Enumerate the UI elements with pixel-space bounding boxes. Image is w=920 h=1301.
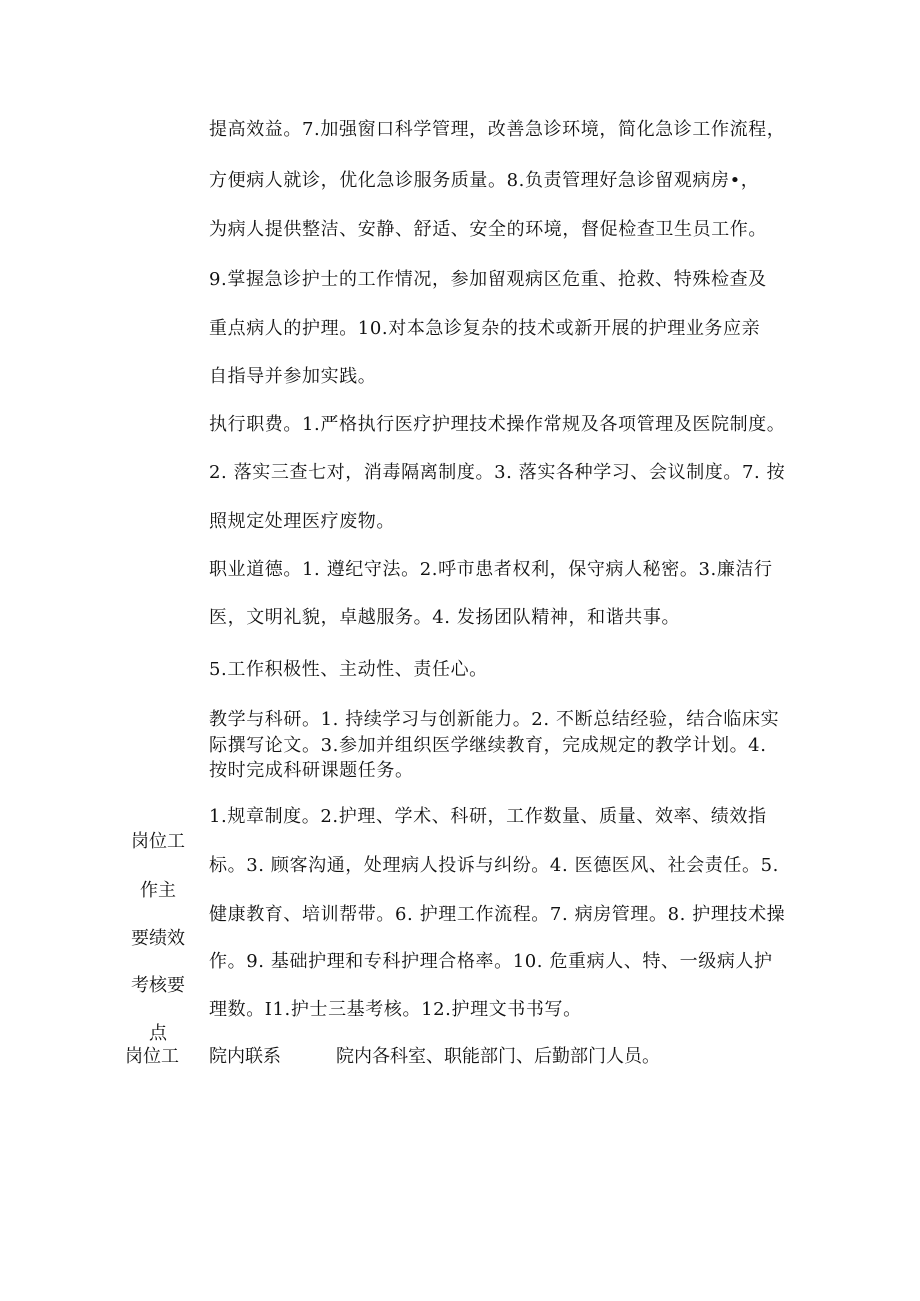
contact-sub-label: 院内联系 (209, 1046, 281, 1067)
text-line: 医，文明礼貌，卓越服务。4. 发扬团队精神，和谐共事。 (209, 607, 681, 628)
text-line: 重点病人的护理。10.对本急诊复杂的技术或新开展的护理业务应亲 (209, 318, 761, 339)
text-line: 标。3. 顾客沟通，处理病人投诉与纠纷。4. 医德医风、社会责任。5. (209, 855, 779, 876)
label-line: 考核要 (131, 975, 185, 996)
label-line: 岗位工 (131, 831, 185, 852)
text-line: 5.工作积极性、主动性、责任心。 (209, 659, 488, 680)
text-line: 作。9. 基础护理和专科护理合格率。10. 危重病人、特、一级病人护 (209, 951, 773, 972)
label-line: 作主 (140, 880, 176, 901)
text-line: 职业道德。1. 遵纪守法。2.呼市患者权利，保守病人秘密。3.廉洁行 (209, 559, 773, 580)
label-line: 点 (149, 1023, 167, 1044)
text-line: 照规定处理医疗废物。 (209, 511, 395, 532)
text-line: 9.掌握急诊护士的工作情况，参加留观病区危重、抢救、特殊检查及 (209, 269, 767, 290)
text-line: 为病人提供整洁、安静、舒适、安全的环境，督促检查卫生员工作。 (209, 219, 767, 240)
text-line: 按时完成科研课题任务。 (209, 760, 414, 781)
contact-value: 院内各科室、职能部门、后勤部门人员。 (336, 1046, 660, 1067)
contact-label: 岗位工 (125, 1046, 179, 1067)
text-line: 教学与科研。1. 持续学习与创新能力。2. 不断总结经验，结合临床实 (209, 709, 780, 730)
text-line: 方便病人就诊，优化急诊服务质量。8.负责管理好急诊留观病房•， (209, 170, 760, 191)
text-line: 执行职费。1.严格执行医疗护理技术操作常规及各项管理及医院制度。 (209, 414, 786, 435)
text-line: 健康教育、培训帮带。6. 护理工作流程。7. 病房管理。8. 护理技术操 (209, 904, 786, 925)
text-line: 提高效益。7.加强窗口科学管理，改善急诊环境，简化急诊工作流程， (209, 119, 786, 140)
text-line: 2. 落实三查七对，消毒隔离制度。3. 落实各种学习、会议制度。7. 按 (209, 462, 786, 483)
label-line: 要绩效 (131, 928, 185, 949)
text-line: 1.规章制度。2.护理、学术、科研，工作数量、质量、效率、绩效指 (209, 806, 767, 827)
text-line: 理数。I1.护士三基考核。12.护理文书书写。 (209, 999, 582, 1020)
text-line: 自指导并参加实践。 (209, 366, 377, 387)
text-line: 际撰写论文。3.参加并组织医学继续教育，完成规定的教学计划。4. (209, 735, 767, 756)
